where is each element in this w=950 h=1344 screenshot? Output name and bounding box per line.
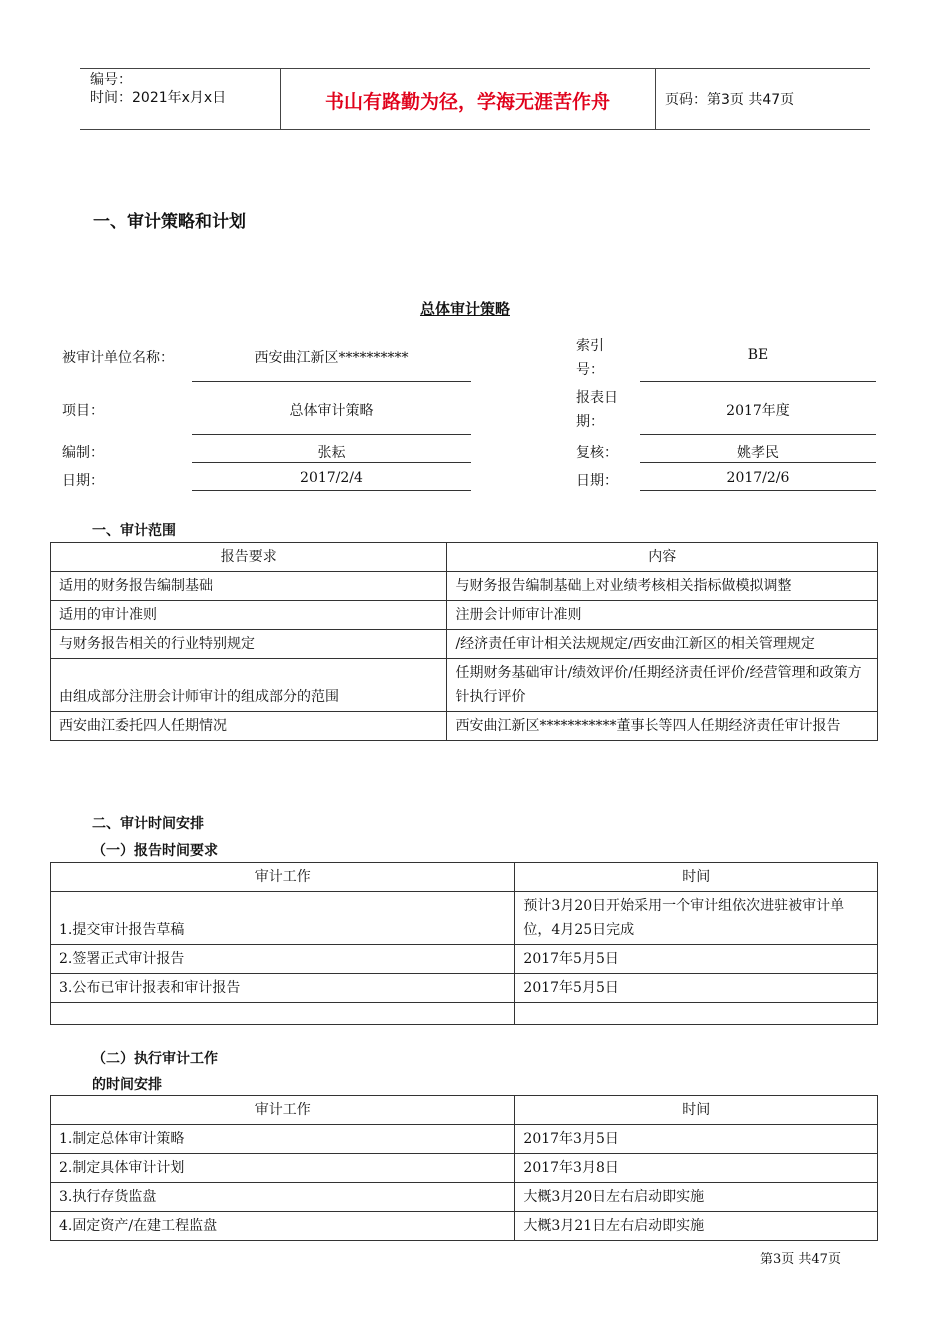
header-meta xyxy=(90,71,226,107)
report-date-label-line2: 期： xyxy=(576,414,604,430)
index-label xyxy=(576,334,604,382)
table-cell: 3.执行存货监盘 xyxy=(51,1183,515,1212)
project-value: 总体审计策略 xyxy=(192,400,471,435)
index-label-line1: 索引 xyxy=(576,338,604,354)
table-cell: 西安曲江委托四人任期情况 xyxy=(51,712,447,741)
table-header-row xyxy=(51,863,878,892)
table-cell: 适用的审计准则 xyxy=(51,601,447,630)
prepared-value: 张耘 xyxy=(192,442,471,463)
page-header xyxy=(80,68,870,130)
table-cell xyxy=(51,1003,515,1025)
column-header: 时间 xyxy=(515,1096,878,1125)
scope-title: 一、审计范围 xyxy=(92,523,176,539)
table-row xyxy=(51,974,878,1003)
review-value: 姚孝民 xyxy=(640,442,876,463)
table-cell: 任期财务基础审计/绩效评价/任期经济责任评价/经营管理和政策方针执行评价 xyxy=(447,659,878,712)
table-row xyxy=(51,945,878,974)
table-cell: 1.提交审计报告草稿 xyxy=(51,892,515,945)
table-cell: /经济责任审计相关法规规定/西安曲江新区的相关管理规定 xyxy=(447,630,878,659)
review-label: 复核： xyxy=(576,445,618,461)
table-cell: 由组成部分注册会计师审计的组成部分的范围 xyxy=(51,659,447,712)
execution-time-table xyxy=(50,1095,878,1241)
date-value: 2017/2/4 xyxy=(192,470,471,491)
report-date-value: 2017年度 xyxy=(640,400,876,435)
execution-subtitle: （二）执行审计工作 xyxy=(92,1051,218,1067)
table-row xyxy=(51,1154,878,1183)
table-row xyxy=(51,712,878,741)
unit-label: 被审计单位名称： xyxy=(62,350,174,366)
column-header: 内容 xyxy=(447,543,878,572)
table-cell: 西安曲江新区***********董事长等四人任期经济责任审计报告 xyxy=(447,712,878,741)
table-cell: 大概3月21日左右启动即实施 xyxy=(515,1212,878,1241)
table-cell: 预计3月20日开始采用一个审计组依次进驻被审计单位，4月25日完成 xyxy=(515,892,878,945)
column-header: 时间 xyxy=(515,863,878,892)
table-cell: 与财务报告相关的行业特别规定 xyxy=(51,630,447,659)
table-cell: 注册会计师审计准则 xyxy=(447,601,878,630)
unit-value: 西安曲江新区********** xyxy=(192,347,471,382)
table-row xyxy=(51,630,878,659)
header-divider xyxy=(655,69,656,129)
schedule-subtitle: （一）报告时间要求 xyxy=(92,843,218,859)
report-date-label-line1: 报表日 xyxy=(576,390,618,406)
header-number: 编号： xyxy=(90,72,132,88)
table-cell: 适用的财务报告编制基础 xyxy=(51,572,447,601)
report-date-label xyxy=(576,386,618,434)
header-page-number: 页码：第3页 共47页 xyxy=(665,92,795,108)
project-label: 项目： xyxy=(62,403,104,419)
table-cell xyxy=(515,1003,878,1025)
table-cell: 2017年5月5日 xyxy=(515,945,878,974)
table-cell: 1.制定总体审计策略 xyxy=(51,1125,515,1154)
table-header-row xyxy=(51,1096,878,1125)
table-cell: 2017年5月5日 xyxy=(515,974,878,1003)
section-heading: 一、审计策略和计划 xyxy=(93,212,246,232)
date2-value: 2017/2/6 xyxy=(640,470,876,491)
table-cell: 4.固定资产/在建工程监盘 xyxy=(51,1212,515,1241)
column-header: 审计工作 xyxy=(51,863,515,892)
schedule-title: 二、审计时间安排 xyxy=(92,816,204,832)
table-row xyxy=(51,1003,878,1025)
document-title: 总体审计策略 xyxy=(419,300,510,318)
prepared-label: 编制： xyxy=(62,445,104,461)
page-footer: 第3页 共47页 xyxy=(760,1252,841,1267)
table-row xyxy=(51,601,878,630)
table-cell: 2017年3月5日 xyxy=(515,1125,878,1154)
header-motto: 书山有路勤为径，学海无涯苦作舟 xyxy=(324,91,610,113)
table-header-row xyxy=(51,543,878,572)
date2-label: 日期： xyxy=(576,473,618,489)
table-cell: 与财务报告编制基础上对业绩考核相关指标做模拟调整 xyxy=(447,572,878,601)
table-cell: 2017年3月8日 xyxy=(515,1154,878,1183)
header-time: 时间：2021年x月x日 xyxy=(90,90,227,106)
date-label: 日期： xyxy=(62,473,104,489)
column-header: 审计工作 xyxy=(51,1096,515,1125)
index-label-line2: 号： xyxy=(576,362,604,378)
table-cell: 2.签署正式审计报告 xyxy=(51,945,515,974)
scope-table xyxy=(50,542,878,741)
report-time-table xyxy=(50,862,878,1025)
table-row xyxy=(51,659,878,712)
table-cell: 大概3月20日左右启动即实施 xyxy=(515,1183,878,1212)
table-cell: 2.制定具体审计计划 xyxy=(51,1154,515,1183)
table-row xyxy=(51,892,878,945)
table-row xyxy=(51,1212,878,1241)
table-row xyxy=(51,572,878,601)
table-cell: 3.公布已审计报表和审计报告 xyxy=(51,974,515,1003)
table-row xyxy=(51,1183,878,1212)
column-header: 报告要求 xyxy=(51,543,447,572)
execution-subtitle-line2: 的时间安排 xyxy=(92,1077,162,1093)
table-row xyxy=(51,1125,878,1154)
index-value: BE xyxy=(640,347,876,382)
